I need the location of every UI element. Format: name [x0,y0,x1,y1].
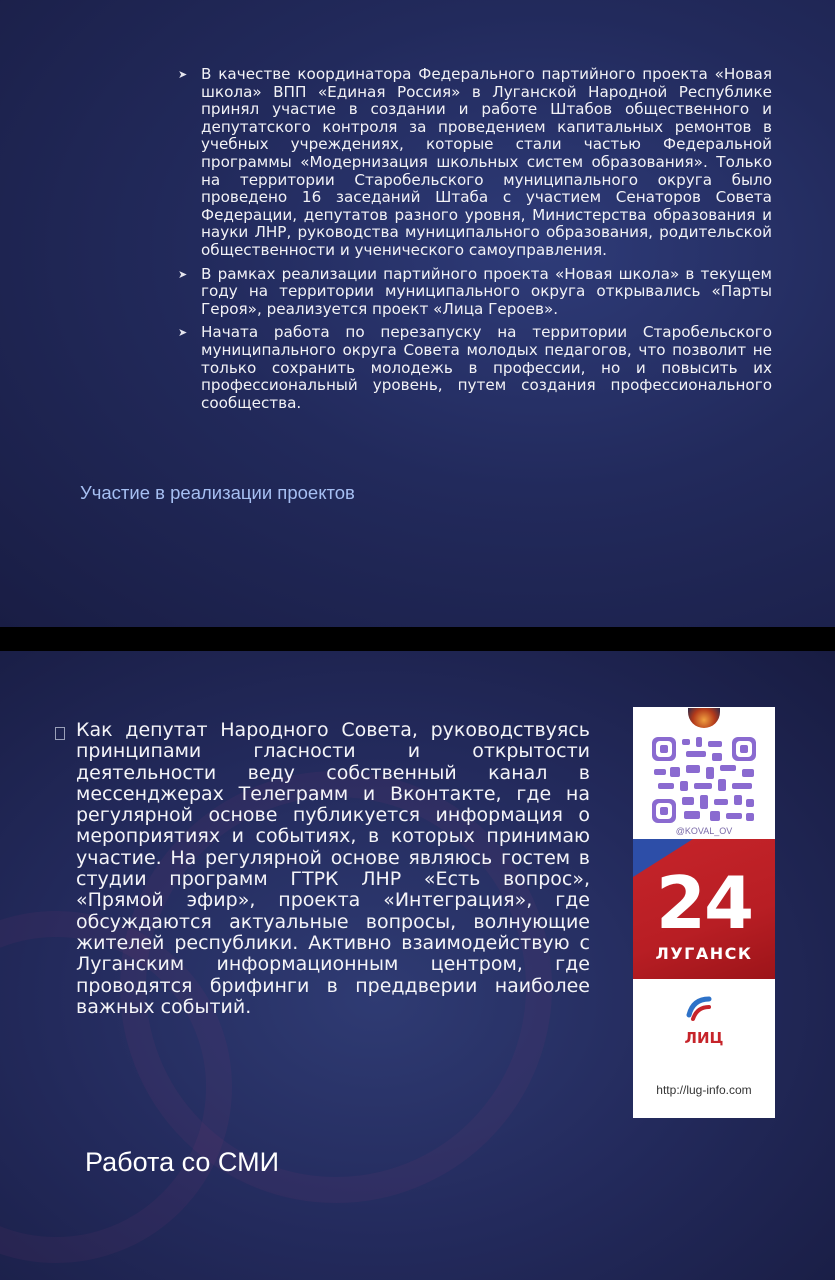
bullet-text: Начата работа по перезапуску на территории Старобельского муниципального округа Совета молодых педагогов, что позволит не только сохранить молодежь в профессии, но и повысить их профессиональный уровень, путем создания профессионального сообщества. [201,323,772,412]
avatar [688,708,720,728]
lic-logo-panel [633,979,775,1118]
media-logos-column [633,707,775,1118]
bullet-text: В рамках реализации партийного проекта «Новая школа» в текущем году на территории муниципального округа открывались «Парты Героя», реализуется проект «Лица Героев». [201,264,772,318]
lic-logo-text: ЛИЦ [684,1029,724,1047]
list-item [176,266,772,319]
qr-code-icon [650,735,758,825]
tv-logo-city: ЛУГАНСК [655,944,753,963]
tv-logo-number: 24 [655,861,753,945]
lic-url: http://lug-info.com [656,1083,752,1097]
slide-projects [0,0,835,627]
media-paragraph: Как депутат Народного Совета, руководствуясь принципами гласности и открытости деятельности веду собственный канал в мессенджерах Телеграмм и Вконтакте, где на регулярной основе публикуется информация о мероприятиях и событиях, в которых принимаю участие. На регулярной основе являюсь гостем в студии программ ГТРК ЛНР «Есть вопрос», «Прямой эфир», проекта «Интеграция», где обсуждаются актуальные вопросы, волнующие жителей республики. Активно взаимодействую с Луганским информационным центром, где проводятся брифинги в преддверии наиболее важных событий. [76,719,590,1018]
qr-panel [633,707,775,839]
bullet-text: В качестве координатора Федерального партийного проекта «Новая школа» ВПП «Единая Россия» в Луганской Народной Республике принял участие в создании и работе Штабов общественного и депутатского контроля за проведением капитальных ремонтов в учебных учреждениях, которые стали частью Федеральной программы «Модернизация школьных систем образования». Только на территории Старобельского муниципального округа было проведено 16 заседаний Штаба с участием Сенаторов Совета Федерации, депутатов разного уровня, Министерства образования и науки ЛНР, руководства муниципального образования, родительской общественности и ученического самоуправления. [201,65,772,259]
box-bullet-icon [55,727,65,740]
arrow-bullet-icon: ➤ [178,326,188,340]
projects-bullet-list [176,66,772,418]
arrow-bullet-icon: ➤ [178,68,188,81]
list-item [176,324,772,412]
qr-handle: @KOVAL_OV [675,826,733,836]
list-item [176,66,772,260]
tv-logo-panel [633,839,775,979]
slide-heading: Работа со СМИ [85,1147,280,1177]
lic-logo-icon [679,993,729,1061]
slide-heading: Участие в реализации проектов [80,482,355,503]
arrow-bullet-icon: ➤ [178,267,188,281]
